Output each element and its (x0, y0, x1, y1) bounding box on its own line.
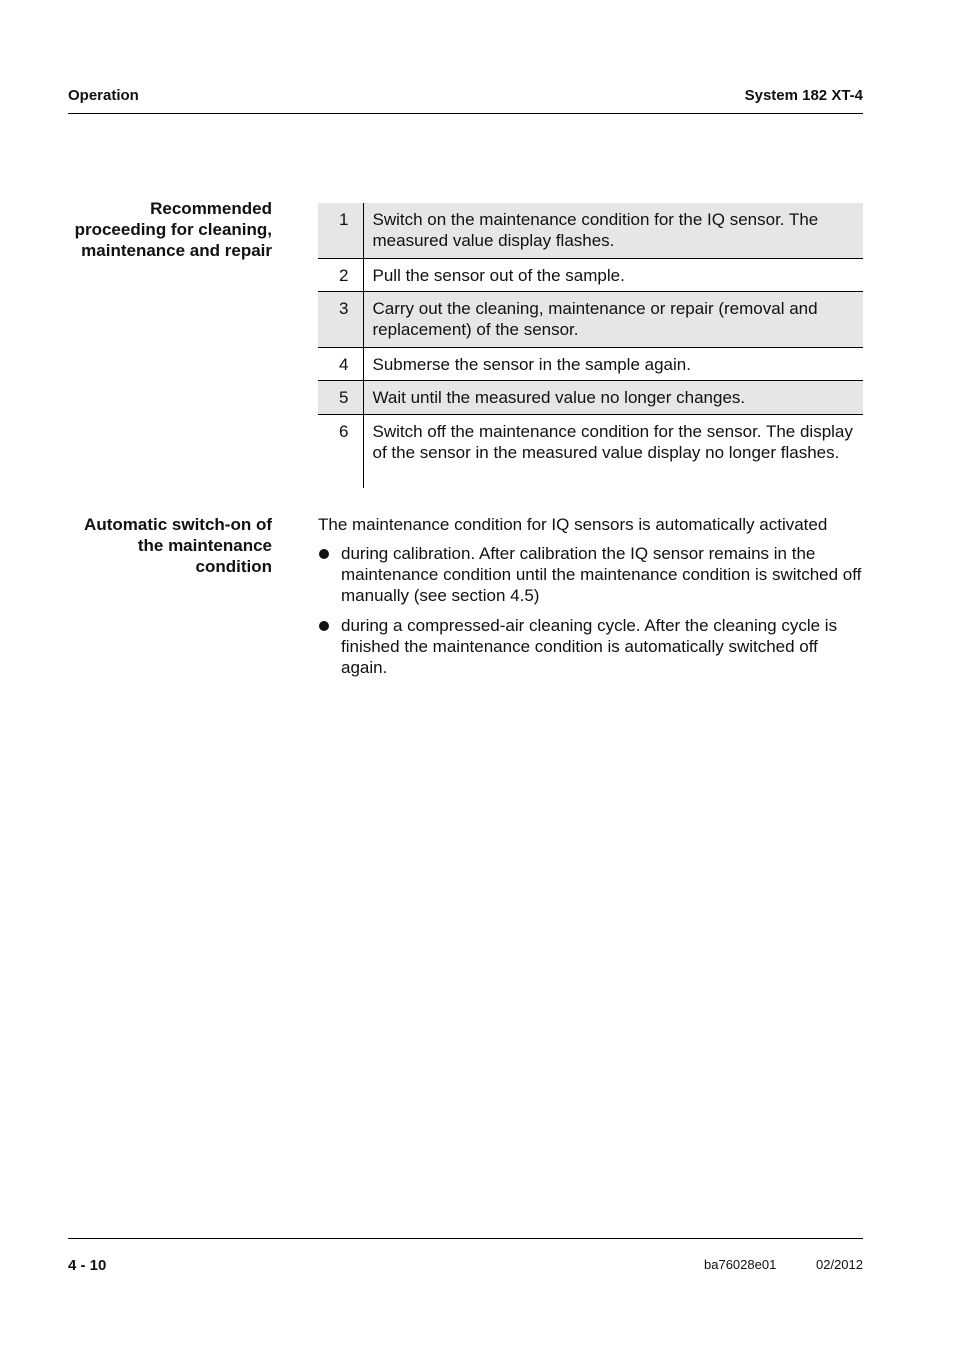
list-item (318, 543, 863, 606)
heading-line: Automatic switch-on of (84, 515, 272, 534)
step-number: 6 (318, 414, 363, 488)
bullet-text: during a compressed-air cleaning cycle. After the cleaning cycle is finished the maintenance condition is automatically switched off again. (341, 616, 838, 677)
step-number: 5 (318, 380, 363, 414)
page-footer (68, 1238, 863, 1279)
step-number: 4 (318, 347, 363, 380)
step-number: 3 (318, 291, 363, 347)
heading-line: proceeding for cleaning, (74, 220, 272, 239)
heading-automatic-switch-on (60, 514, 272, 577)
table-row (318, 380, 863, 414)
step-text: Pull the sensor out of the sample. (372, 265, 625, 285)
heading-line: the maintenance (137, 536, 272, 555)
table-row (318, 291, 863, 347)
table-row (318, 258, 863, 291)
bullet-text: during calibration. After calibration the IQ sensor remains in the maintenance condition until the maintenance condition is switched off manually (see section 4.5) (341, 544, 862, 605)
table-row (318, 414, 863, 488)
heading-recommended-proceeding (60, 198, 272, 261)
step-text: Wait until the measured value no longer changes. (363, 380, 863, 414)
step-text: Submerse the sensor in the sample again. (372, 354, 691, 374)
step-text: Carry out the cleaning, maintenance or repair (removal and replacement) of the sensor. (363, 291, 863, 347)
heading-line: Recommended (150, 199, 272, 218)
page-number: 4 - 10 (68, 1257, 107, 1274)
bullet-icon (319, 621, 329, 631)
bullet-icon (319, 549, 329, 559)
step-number: 1 (318, 203, 363, 258)
header-product: System 182 XT-4 (744, 87, 863, 104)
document-date: 02/2012 (816, 1257, 863, 1272)
intro-paragraph: The maintenance condition for IQ sensors is automatically activated (318, 515, 828, 534)
table-row (318, 347, 863, 380)
step-text: Switch on the maintenance condition for the IQ sensor. The measured value display flashes. (363, 203, 863, 258)
heading-line: condition (195, 557, 272, 576)
document-id: ba76028e01 (704, 1257, 777, 1272)
step-number: 2 (318, 258, 363, 291)
steps-table (318, 203, 863, 488)
list-item (318, 615, 863, 678)
table-row (318, 203, 863, 258)
header-chapter: Operation (68, 87, 139, 104)
step-text: Switch off the maintenance condition for the sensor. The display of the sensor in the measured value display no longer flashes. (372, 421, 853, 462)
heading-line: maintenance and repair (81, 241, 272, 260)
page-header (68, 86, 863, 114)
